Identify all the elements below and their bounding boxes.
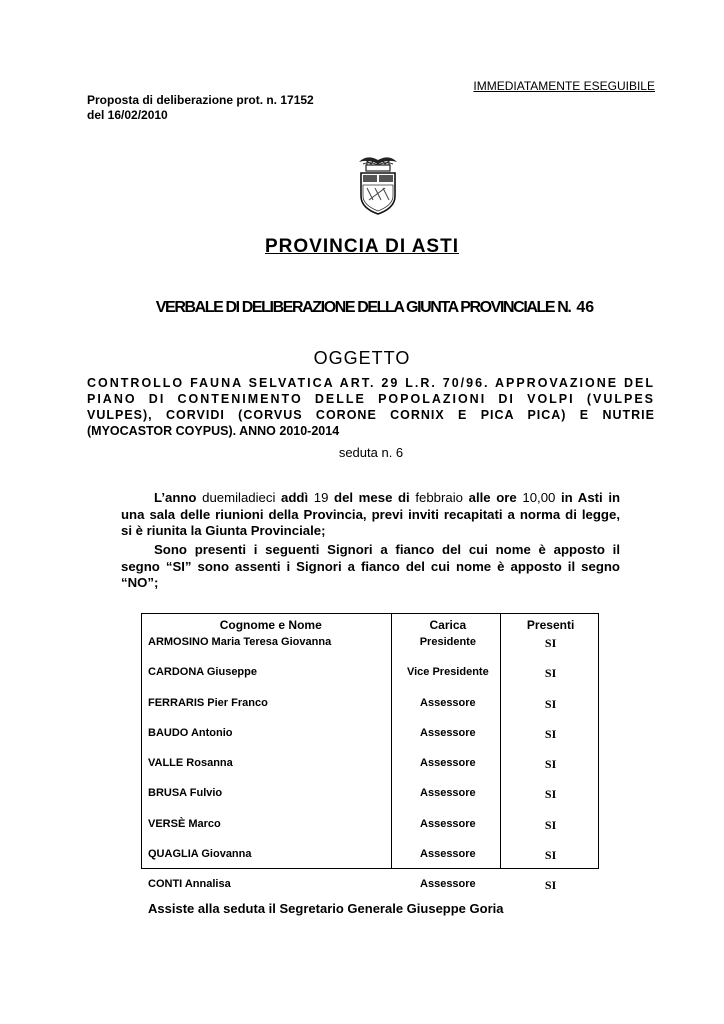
member-name: CARDONA Giuseppe (148, 666, 257, 679)
member-present: SI (544, 848, 557, 863)
member-role: Assessore (420, 848, 476, 861)
table-row (141, 753, 599, 783)
proposal-number: Proposta di deliberazione prot. n. 17152 (87, 93, 314, 107)
paragraph-line: si è riunita la Giunta Provinciale; (121, 523, 326, 538)
subject-line: VULPES), CORVIDI (CORVUS CORONE CORNIX E PICA PICA) E NUTRIE (87, 408, 655, 422)
proposal-reference (87, 93, 314, 123)
paragraph-line (121, 490, 620, 507)
text-run: alle ore (468, 490, 517, 505)
table-row (141, 814, 599, 844)
member-name: ARMOSINO Maria Teresa Giovanna (148, 636, 332, 648)
subject-line: CONTROLLO FAUNA SELVATICA ART. 29 L.R. 70/96. APPROVAZIONE DEL (87, 376, 655, 390)
paragraph-line: “NO”; (121, 575, 159, 590)
deliberation-heading (0, 299, 724, 317)
text-run: L’anno (154, 490, 197, 505)
text-run: febbraio (415, 490, 464, 505)
member-name: BRUSA Fulvio (148, 787, 223, 800)
subject-text (87, 375, 655, 439)
page-title: PROVINCIA DI ASTI (265, 236, 459, 257)
text-run: duemiladieci (202, 490, 276, 505)
member-role: Presidente (419, 636, 476, 648)
coat-of-arms-icon (355, 152, 401, 216)
table-header-row (141, 613, 599, 632)
proposal-date: del 16/02/2010 (87, 108, 168, 122)
table-row (141, 632, 599, 662)
text-run: addì (281, 490, 309, 505)
column-header-role: Carica (429, 618, 467, 632)
member-name: BAUDO Antonio (148, 726, 233, 739)
member-present: SI (544, 666, 557, 681)
deliberation-label: VERBALE DI DELIBERAZIONE DELLA GIUNTA PROVINCIALE N. (155, 299, 571, 316)
member-role: Assessore (420, 696, 476, 709)
subject-line: (MYOCASTOR COYPUS). ANNO 2010-2014 (87, 424, 340, 438)
column-divider (391, 613, 392, 869)
member-role: Assessore (420, 817, 476, 830)
member-role: Vice Presidente (406, 666, 489, 679)
member-role: Assessore (420, 787, 476, 800)
table-row (141, 844, 599, 874)
member-role: Assessore (420, 757, 476, 770)
table-row (141, 662, 599, 692)
table-row (141, 693, 599, 723)
member-present: SI (544, 636, 557, 650)
member-name: CONTI Annalisa (148, 878, 231, 891)
attendance-table (141, 613, 599, 905)
member-present: SI (544, 757, 557, 772)
text-run: 10,00 (522, 490, 556, 505)
member-present: SI (544, 726, 557, 741)
subject-line: PIANO DI CONTENIMENTO DELLE POPOLAZIONI DI VOLPI (VULPES (87, 392, 655, 406)
immediately-executable-note: IMMEDIATAMENTE ESEGUIBILE (473, 79, 655, 93)
member-role: Assessore (420, 726, 476, 739)
session-number: seduta n. 6 (338, 445, 404, 460)
member-name: QUAGLIA Giovanna (148, 848, 252, 861)
secretary-note: Assiste alla seduta il Segretario Generale Giuseppe Goria (148, 901, 504, 916)
deliberation-number: 46 (576, 299, 595, 316)
column-divider (500, 613, 501, 869)
column-header-present: Presenti (526, 618, 575, 632)
paragraph-line: una sala delle riunioni della Provincia, previ inviti recapitati a norma di legge, (121, 506, 620, 522)
paragraph-line: Sono presenti i seguenti Signori a fianco del cui nome è apposto il (154, 542, 620, 557)
member-present: SI (544, 696, 557, 711)
text-run: in Asti in (560, 490, 621, 505)
member-name: VALLE Rosanna (148, 757, 233, 770)
member-present: SI (544, 787, 557, 802)
column-header-name: Cognome e Nome (219, 618, 322, 632)
table-row (141, 783, 599, 813)
member-present: SI (544, 878, 557, 893)
text-run: 19 (313, 490, 329, 505)
member-name: FERRARIS Pier Franco (148, 696, 268, 709)
member-present: SI (544, 817, 557, 832)
member-role: Assessore (420, 878, 476, 891)
attendance-paragraph (121, 542, 620, 592)
opening-paragraph (121, 490, 620, 540)
subject-heading: OGGETTO (313, 348, 411, 368)
member-name: VERSÈ Marco (148, 817, 221, 830)
text-run: del mese di (334, 490, 410, 505)
table-row (141, 723, 599, 753)
paragraph-line: segno “SI” sono assenti i Signori a fianco del cui nome è apposto il segno (121, 558, 620, 574)
